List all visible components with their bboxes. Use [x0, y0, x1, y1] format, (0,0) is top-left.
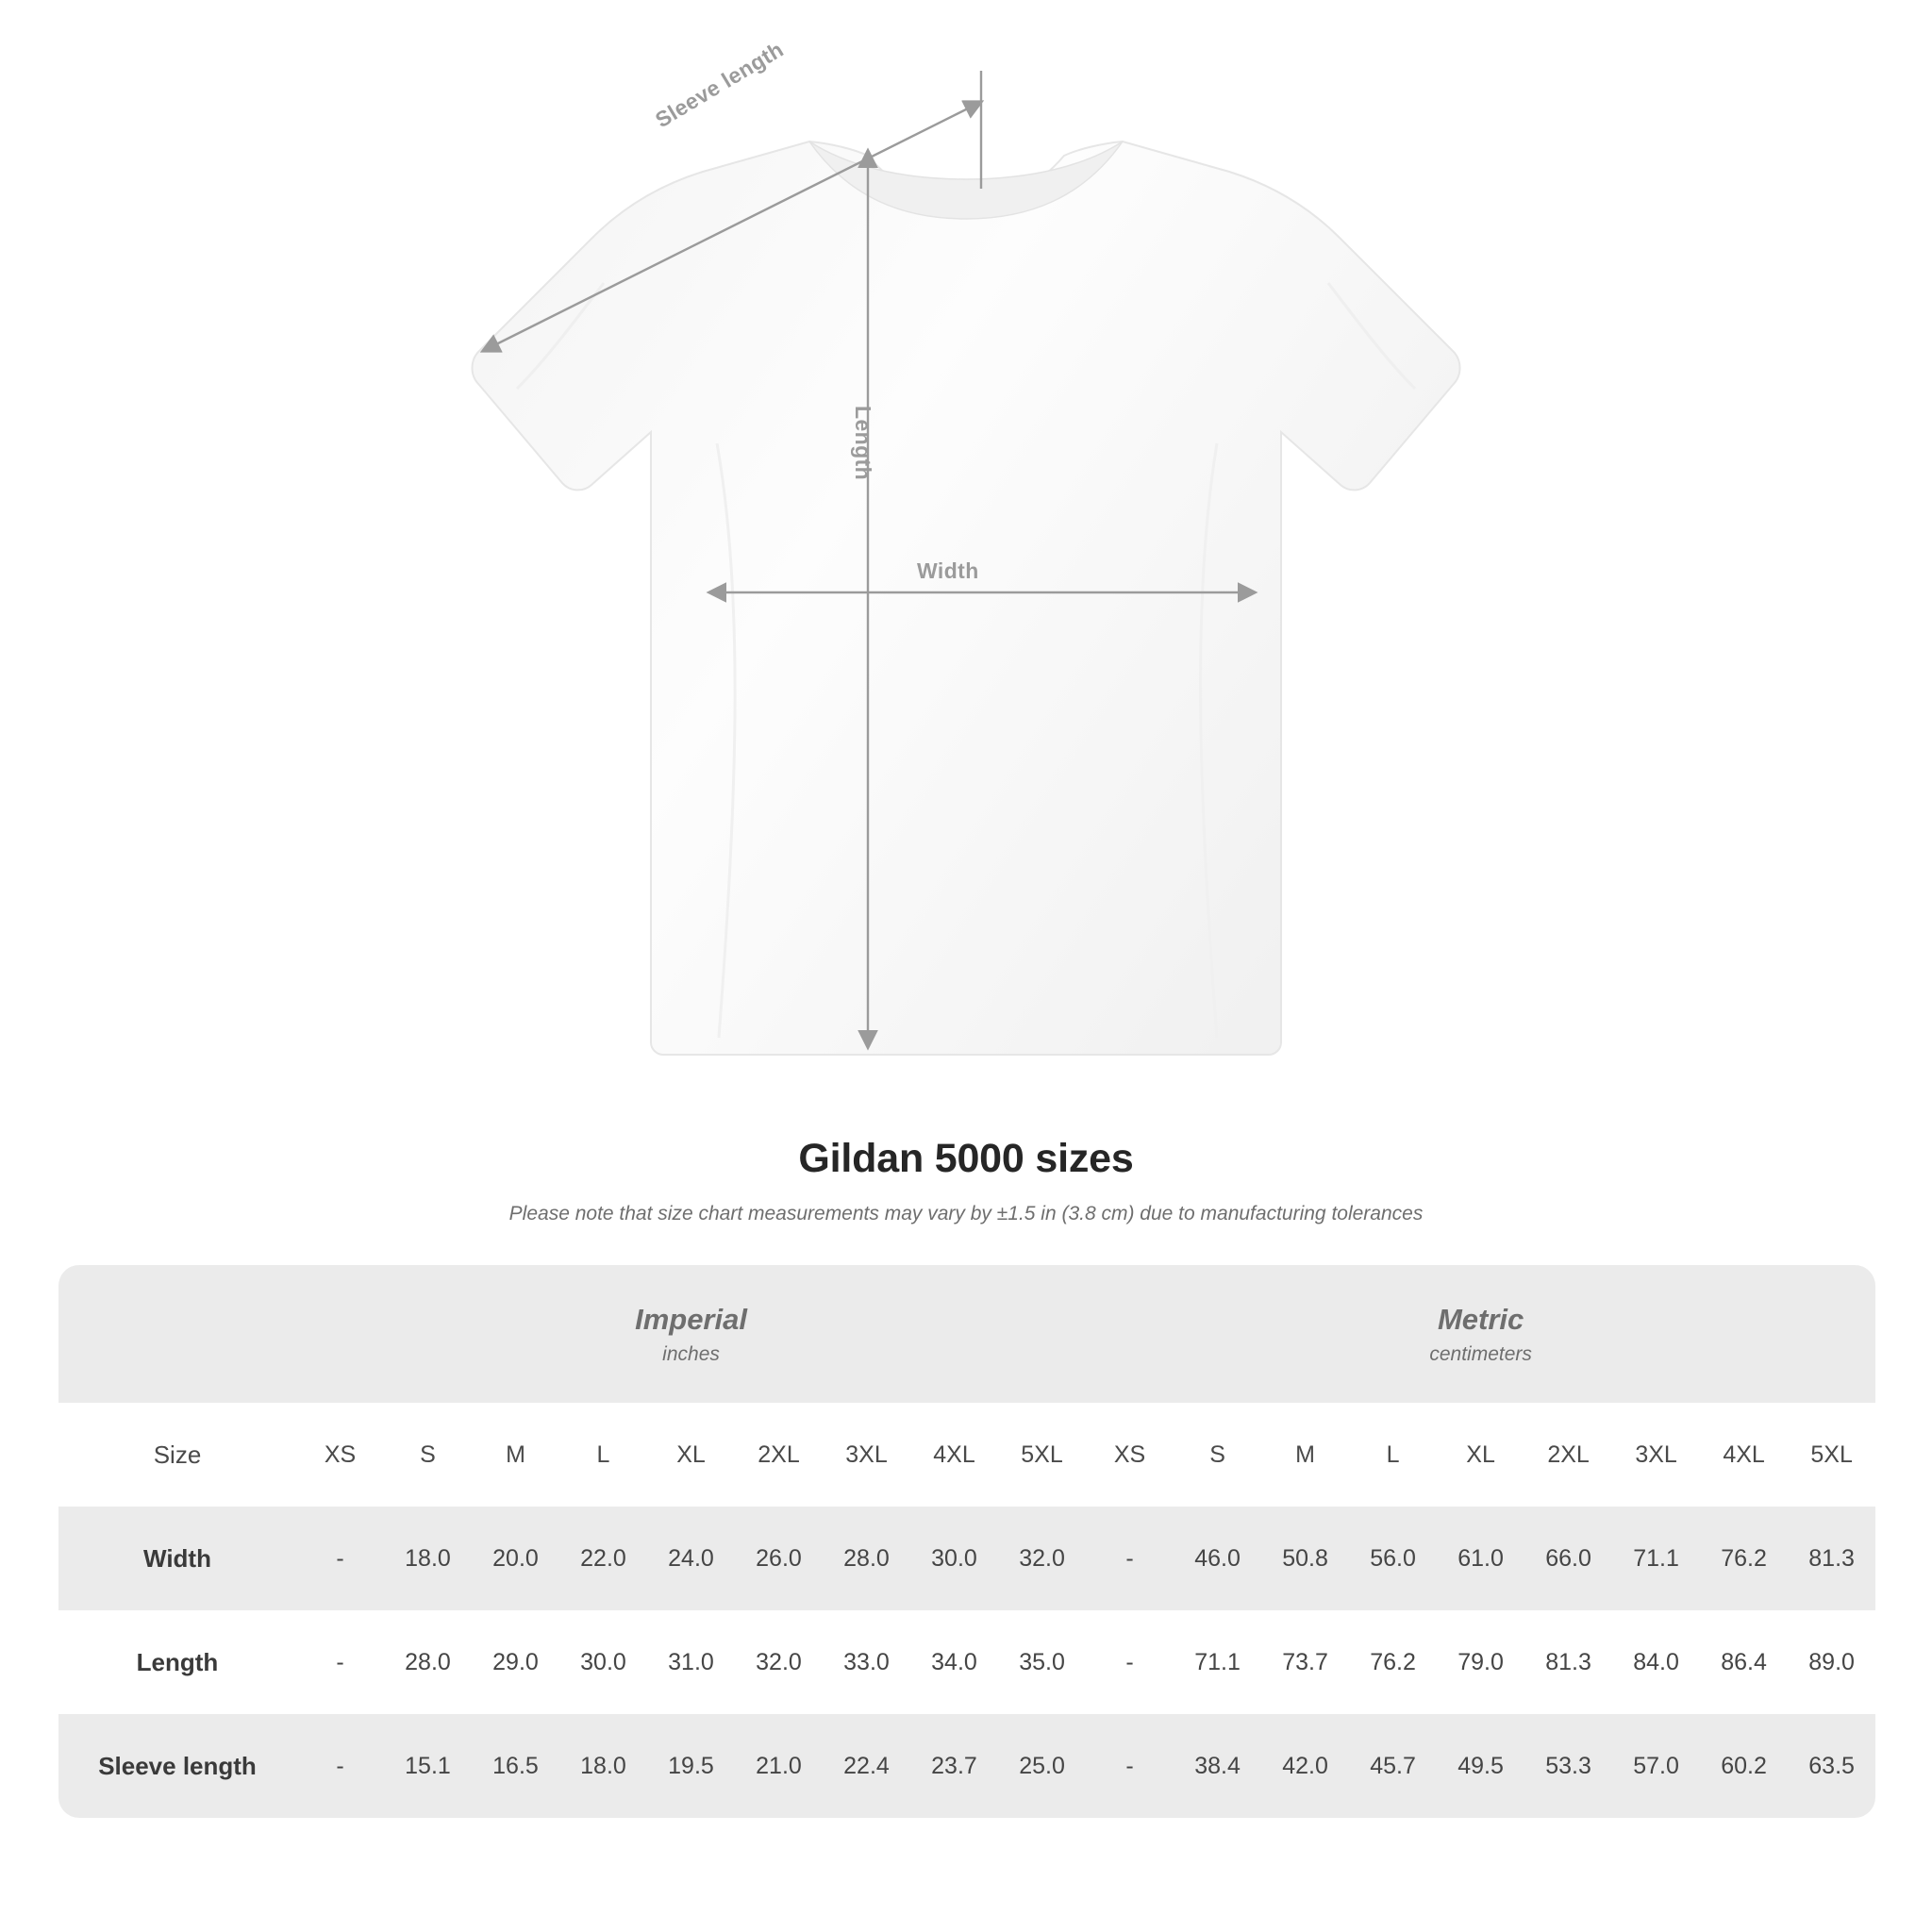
unit-imperial-name: Imperial — [635, 1302, 747, 1336]
tolerance-note: Please note that size chart measurements may vary by ±1.5 in (3.8 cm) due to manufacturing tolerances — [508, 1203, 1424, 1224]
cell-sleeve-metric-3xl: 57.0 — [1612, 1714, 1700, 1818]
unit-header-imperial — [296, 1265, 1086, 1403]
cell-length-metric-2xl: 81.3 — [1524, 1610, 1612, 1714]
cell-width-metric-5xl: 81.3 — [1788, 1507, 1875, 1610]
size-col-metric-m: M — [1261, 1403, 1349, 1507]
cell-sleeve-metric-2xl: 53.3 — [1524, 1714, 1612, 1818]
cell-sleeve-imperial-s: 15.1 — [384, 1714, 472, 1818]
cell-sleeve-imperial-4xl: 23.7 — [910, 1714, 998, 1818]
cell-width-imperial-3xl: 28.0 — [823, 1507, 910, 1610]
cell-length-metric-s: 71.1 — [1174, 1610, 1261, 1714]
cell-width-metric-l: 56.0 — [1349, 1507, 1437, 1610]
cell-sleeve-metric-4xl: 60.2 — [1700, 1714, 1788, 1818]
size-table — [58, 1265, 1875, 1818]
size-col-imperial-2xl: 2XL — [735, 1403, 823, 1507]
cell-sleeve-metric-xs: - — [1086, 1714, 1174, 1818]
cell-sleeve-imperial-3xl: 22.4 — [823, 1714, 910, 1818]
cell-sleeve-metric-5xl: 63.5 — [1788, 1714, 1875, 1818]
row-label-sleeve-length: Sleeve length — [58, 1714, 296, 1818]
tshirt-shape — [473, 142, 1460, 1055]
cell-length-imperial-xs: - — [296, 1610, 384, 1714]
unit-header-metric — [1086, 1265, 1875, 1403]
size-col-imperial-l: L — [559, 1403, 647, 1507]
unit-metric-sub: centimeters — [1429, 1343, 1532, 1366]
unit-imperial-sub: inches — [662, 1343, 720, 1366]
cell-sleeve-imperial-l: 18.0 — [559, 1714, 647, 1818]
cell-sleeve-imperial-5xl: 25.0 — [998, 1714, 1086, 1818]
cell-length-metric-4xl: 86.4 — [1700, 1610, 1788, 1714]
cell-sleeve-metric-xl: 49.5 — [1437, 1714, 1524, 1818]
size-col-imperial-5xl: 5XL — [998, 1403, 1086, 1507]
cell-width-imperial-xs: - — [296, 1507, 384, 1610]
cell-sleeve-imperial-m: 16.5 — [472, 1714, 559, 1818]
cell-length-metric-5xl: 89.0 — [1788, 1610, 1875, 1714]
cell-length-imperial-2xl: 32.0 — [735, 1610, 823, 1714]
size-col-imperial-s: S — [384, 1403, 472, 1507]
size-col-metric-2xl: 2XL — [1524, 1403, 1612, 1507]
title-block — [0, 1136, 1932, 1225]
cell-length-metric-xl: 79.0 — [1437, 1610, 1524, 1714]
cell-sleeve-metric-l: 45.7 — [1349, 1714, 1437, 1818]
cell-width-imperial-4xl: 30.0 — [910, 1507, 998, 1610]
cell-width-metric-s: 46.0 — [1174, 1507, 1261, 1610]
cell-width-metric-xl: 61.0 — [1437, 1507, 1524, 1610]
cell-width-imperial-5xl: 32.0 — [998, 1507, 1086, 1610]
cell-length-imperial-l: 30.0 — [559, 1610, 647, 1714]
size-col-imperial-4xl: 4XL — [910, 1403, 998, 1507]
cell-width-imperial-m: 20.0 — [472, 1507, 559, 1610]
cell-length-metric-m: 73.7 — [1261, 1610, 1349, 1714]
cell-width-imperial-s: 18.0 — [384, 1507, 472, 1610]
cell-sleeve-imperial-xs: - — [296, 1714, 384, 1818]
cell-sleeve-imperial-xl: 19.5 — [647, 1714, 735, 1818]
cell-length-metric-3xl: 84.0 — [1612, 1610, 1700, 1714]
table-row — [58, 1610, 1875, 1714]
cell-length-metric-xs: - — [1086, 1610, 1174, 1714]
size-col-metric-5xl: 5XL — [1788, 1403, 1875, 1507]
size-col-imperial-m: M — [472, 1403, 559, 1507]
cell-length-imperial-xl: 31.0 — [647, 1610, 735, 1714]
cell-width-metric-m: 50.8 — [1261, 1507, 1349, 1610]
unit-header-spacer — [58, 1265, 296, 1403]
table-row — [58, 1714, 1875, 1818]
cell-sleeve-metric-s: 38.4 — [1174, 1714, 1261, 1818]
cell-width-imperial-xl: 24.0 — [647, 1507, 735, 1610]
size-table-wrap — [58, 1265, 1874, 1818]
cell-width-imperial-l: 22.0 — [559, 1507, 647, 1610]
length-label: Length — [851, 406, 875, 481]
cell-length-imperial-5xl: 35.0 — [998, 1610, 1086, 1714]
size-col-metric-l: L — [1349, 1403, 1437, 1507]
cell-width-metric-xs: - — [1086, 1507, 1174, 1610]
cell-width-metric-3xl: 71.1 — [1612, 1507, 1700, 1610]
unit-header-row — [58, 1265, 1875, 1403]
size-col-imperial-3xl: 3XL — [823, 1403, 910, 1507]
row-label-width: Width — [58, 1507, 296, 1610]
cell-length-imperial-s: 28.0 — [384, 1610, 472, 1714]
cell-sleeve-metric-m: 42.0 — [1261, 1714, 1349, 1818]
size-col-imperial-xl: XL — [647, 1403, 735, 1507]
width-label: Width — [917, 558, 979, 583]
unit-metric-name: Metric — [1437, 1302, 1524, 1336]
cell-length-metric-l: 76.2 — [1349, 1610, 1437, 1714]
cell-sleeve-imperial-2xl: 21.0 — [735, 1714, 823, 1818]
size-col-imperial-xs: XS — [296, 1403, 384, 1507]
table-row — [58, 1507, 1875, 1610]
cell-width-metric-4xl: 76.2 — [1700, 1507, 1788, 1610]
size-col-metric-4xl: 4XL — [1700, 1403, 1788, 1507]
size-header-row — [58, 1403, 1875, 1507]
size-col-metric-3xl: 3XL — [1612, 1403, 1700, 1507]
cell-length-imperial-m: 29.0 — [472, 1610, 559, 1714]
cell-length-imperial-4xl: 34.0 — [910, 1610, 998, 1714]
cell-length-imperial-3xl: 33.0 — [823, 1610, 910, 1714]
cell-width-imperial-2xl: 26.0 — [735, 1507, 823, 1610]
row-label-length: Length — [58, 1610, 296, 1714]
page-title: Gildan 5000 sizes — [798, 1136, 1134, 1181]
size-col-metric-xs: XS — [1086, 1403, 1174, 1507]
cell-width-metric-2xl: 66.0 — [1524, 1507, 1612, 1610]
size-col-metric-s: S — [1174, 1403, 1261, 1507]
sleeve-length-label: Sleeve length — [651, 36, 788, 133]
size-col-metric-xl: XL — [1437, 1403, 1524, 1507]
size-header-label: Size — [58, 1403, 296, 1507]
